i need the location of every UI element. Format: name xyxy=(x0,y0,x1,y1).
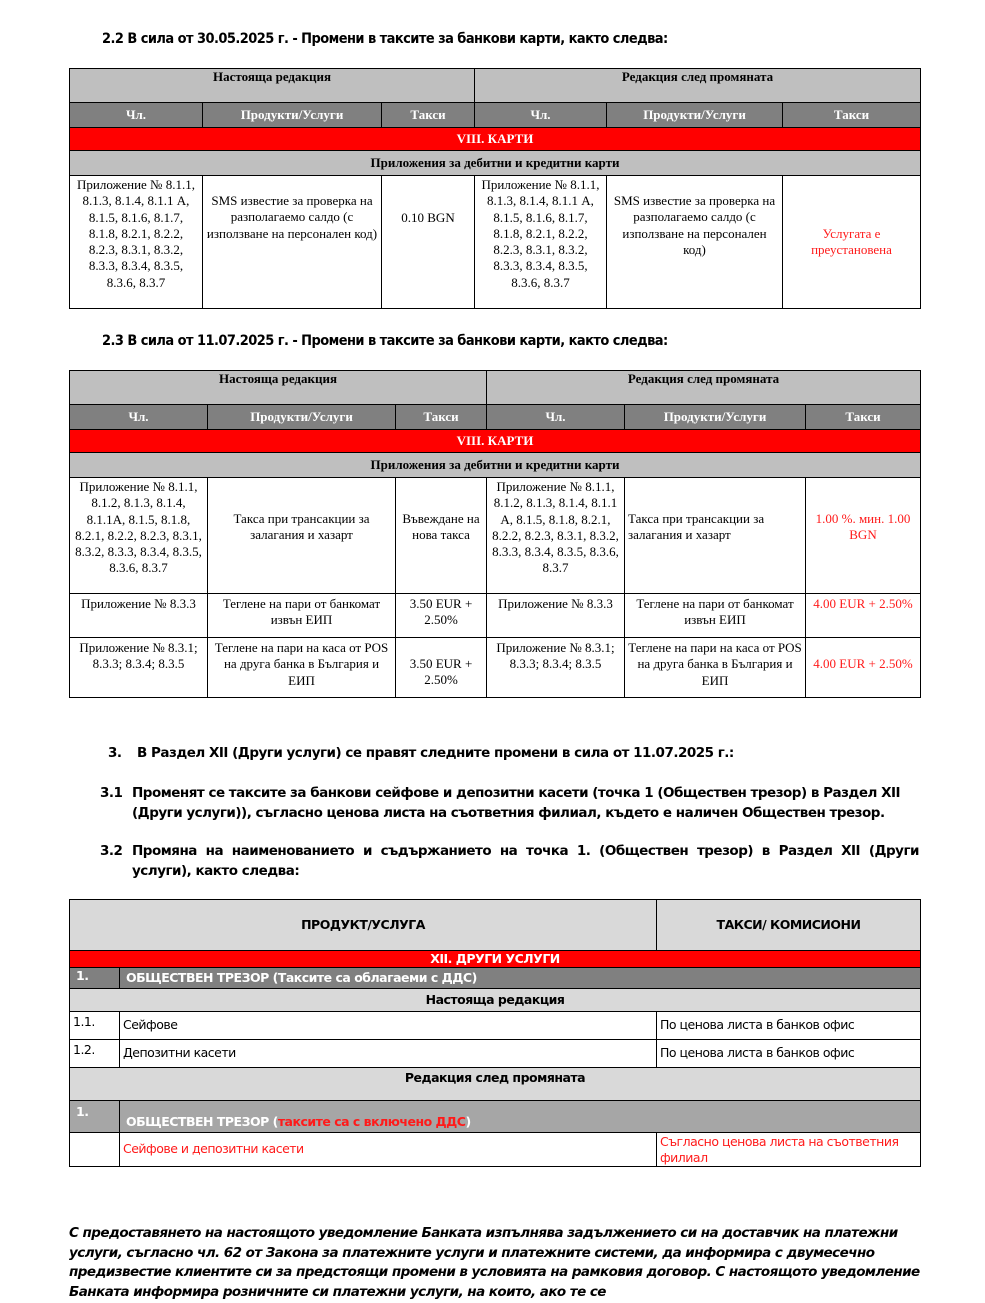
group-title: ОБЩЕСТВЕН ТРЕЗОР (Таксите са облагаеми с ДДС) xyxy=(120,968,921,989)
column-header: Чл. xyxy=(475,103,607,128)
table-row xyxy=(70,594,921,638)
group-title-new xyxy=(120,1101,921,1133)
item-3-2-text: Промяна на наименованието и съдържанието на точка 1. (Обществен трезор) в Раздел XII (Други услуги), както следва: xyxy=(132,843,919,879)
current-fee: 3.50 EUR + 2.50% xyxy=(396,638,487,698)
section-row: VIII. КАРТИ xyxy=(70,128,921,151)
column-header: Продукти/Услуги xyxy=(607,103,783,128)
section-3-number: 3. xyxy=(108,745,122,761)
new-article: Приложение № 8.1.1, 8.1.2, 8.1.3, 8.1.4, 8.1.1 А, 8.1.5, 8.1.8, 8.2.1, 8.2.2, 8.2.3, 8.3.1, 8.3.2, 8.3.3, 8.3.4, 8.3.5, 8.3.6, 8.3.7 xyxy=(487,478,625,594)
column-header: Такси xyxy=(396,405,487,430)
closing-paragraph: С предоставянето на настоящото уведомление Банката изпълнява задължението си на доставчик на платежни услуги, съгласно чл. 62 от Закона за платежните услуги и платежните системи, да информира с двумесечно предизвестие клиентите си за предстоящи промени в условията на рамковия договор. С настоящото уведомление Банката информира розничните си платежни услуги, на които, ако те се xyxy=(69,1225,920,1301)
column-header: Такси xyxy=(806,405,921,430)
new-service: SMS известие за проверка на разполагаемо салдо (с използване на персонален код) xyxy=(607,176,783,309)
new-fee: 4.00 EUR + 2.50% xyxy=(806,594,921,638)
column-header-product: ПРОДУКТ/УСЛУГА xyxy=(70,900,657,951)
section-2-2-heading: 2.2 В сила от 30.05.2025 г. - Промени в таксите за банкови карти, както следва: xyxy=(102,31,668,47)
new-service: Теглене на пари на каса от POS на друга банка в България и ЕИП xyxy=(625,638,806,698)
new-fee: 1.00 %. мин. 1.00 BGN xyxy=(806,478,921,594)
new-fee: Услугата е преустановена xyxy=(783,176,921,309)
other-services-table xyxy=(69,899,921,1167)
column-header-fees: ТАКСИ/ КОМИСИОНИ xyxy=(657,900,921,951)
column-header: Чл. xyxy=(487,405,625,430)
column-header: Продукти/Услуги xyxy=(203,103,382,128)
new-service: Теглене на пари от банкомат извън ЕИП xyxy=(625,594,806,638)
current-fee: Въвеждане на нова такса xyxy=(396,478,487,594)
section-3-heading: В Раздел XII (Други услуги) се правят следните промени в сила от 11.07.2025 г.: xyxy=(137,745,734,761)
new-article: Приложение № 8.3.3 xyxy=(487,594,625,638)
current-service: Теглене на пари на каса от POS на друга банка в България и ЕИП xyxy=(208,638,396,698)
current-article: Приложение № 8.3.3 xyxy=(70,594,208,638)
section-row: VIII. КАРТИ xyxy=(70,430,921,453)
row-number: 1.1. xyxy=(70,1012,120,1040)
row-fee: По ценова листа в банков офис xyxy=(657,1012,921,1040)
section-row: XII. ДРУГИ УСЛУГИ xyxy=(70,951,921,968)
group-header-current: Настояща редакция xyxy=(70,69,475,103)
row-number: 1.2. xyxy=(70,1040,120,1068)
item-3-2-number: 3.2 xyxy=(100,843,123,859)
subsection-row: Приложения за дебитни и кредитни карти xyxy=(70,453,921,478)
group-number: 1. xyxy=(70,968,120,989)
current-article: Приложение № 8.1.1, 8.1.3, 8.1.4, 8.1.1 А, 8.1.5, 8.1.6, 8.1.7, 8.1.8, 8.2.1, 8.2.2, 8.2.3, 8.3.1, 8.3.2, 8.3.3, 8.3.4, 8.3.5, 8.3.6, 8.3.7 xyxy=(70,176,203,309)
table-row xyxy=(70,1133,921,1167)
table-row xyxy=(70,176,921,309)
current-fee: 3.50 EUR + 2.50% xyxy=(396,594,487,638)
new-fee: 4.00 EUR + 2.50% xyxy=(806,638,921,698)
new-service: Такса при трансакции за залагания и хазарт xyxy=(625,478,806,594)
group-header-new: Редакция след промяната xyxy=(475,69,921,103)
current-article: Приложение № 8.3.1; 8.3.3; 8.3.4; 8.3.5 xyxy=(70,638,208,698)
row-service: Сейфове и депозитни касети xyxy=(120,1133,657,1167)
group-title-vat-note: таксите са с включено ДДС xyxy=(277,1113,466,1129)
table-row xyxy=(70,1012,921,1040)
column-header: Продукти/Услуги xyxy=(625,405,806,430)
table-row xyxy=(70,478,921,594)
row-service: Депозитни касети xyxy=(120,1040,657,1068)
item-3-1-number: 3.1 xyxy=(100,785,123,801)
group-title-prefix: ОБЩЕСТВЕН ТРЕЗОР ( xyxy=(126,1113,278,1129)
row-fee: Съгласно ценова листа на съответния филиал xyxy=(657,1133,921,1167)
column-header: Чл. xyxy=(70,405,208,430)
row-service: Сейфове xyxy=(120,1012,657,1040)
group-number: 1. xyxy=(70,1101,120,1133)
fees-table-2-3 xyxy=(69,370,921,698)
current-service: Такса при трансакции за залагания и хазарт xyxy=(208,478,396,594)
column-header: Такси xyxy=(783,103,921,128)
new-version-label: Редакция след промяната xyxy=(70,1068,921,1101)
group-title-suffix: ) xyxy=(465,1113,471,1129)
row-fee: По ценова листа в банков офис xyxy=(657,1040,921,1068)
column-header: Такси xyxy=(382,103,475,128)
column-header: Чл. xyxy=(70,103,203,128)
new-article: Приложение № 8.1.1, 8.1.3, 8.1.4, 8.1.1 А, 8.1.5, 8.1.6, 8.1.7, 8.1.8, 8.2.1, 8.2.2, 8.2.3, 8.3.1, 8.3.2, 8.3.3, 8.3.4, 8.3.5, 8.3.6, 8.3.7 xyxy=(475,176,607,309)
subsection-row: Приложения за дебитни и кредитни карти xyxy=(70,151,921,176)
current-service: Теглене на пари от банкомат извън ЕИП xyxy=(208,594,396,638)
table-row xyxy=(70,1040,921,1068)
section-2-3-heading: 2.3 В сила от 11.07.2025 г. - Промени в таксите за банкови карти, както следва: xyxy=(102,333,668,349)
group-header-current: Настояща редакция xyxy=(70,371,487,405)
row-number xyxy=(70,1133,120,1167)
column-header: Продукти/Услуги xyxy=(208,405,396,430)
current-version-label: Настояща редакция xyxy=(70,989,921,1012)
current-fee: 0.10 BGN xyxy=(382,176,475,309)
fees-table-2-2 xyxy=(69,68,921,309)
current-article: Приложение № 8.1.1, 8.1.2, 8.1.3, 8.1.4, 8.1.1А, 8.1.5, 8.1.8, 8.2.1, 8.2.2, 8.2.3, 8.3.1, 8.3.2, 8.3.3, 8.3.4, 8.3.5, 8.3.6, 8.3.7 xyxy=(70,478,208,594)
table-row xyxy=(70,638,921,698)
item-3-1-text: Променят се таксите за банкови сейфове и депозитни касети (точка 1 (Обществен трезор) в Раздел XII (Други услуги)), съгласно ценова листа на съответния филиал, където е наличен Обществен трезор. xyxy=(132,785,901,821)
group-header-new: Редакция след промяната xyxy=(487,371,921,405)
new-article: Приложение № 8.3.1; 8.3.3; 8.3.4; 8.3.5 xyxy=(487,638,625,698)
current-service: SMS известие за проверка на разполагаемо салдо (с използване на персонален код) xyxy=(203,176,382,309)
